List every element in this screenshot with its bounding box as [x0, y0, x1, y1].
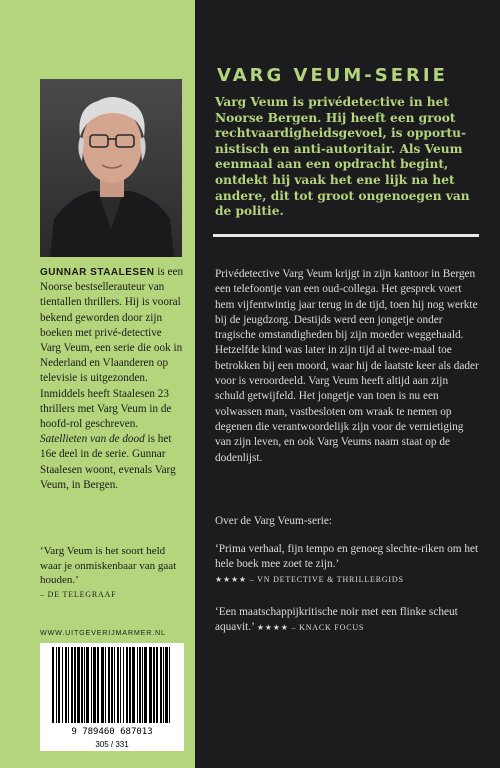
barcode-bar [105, 647, 106, 723]
review-source: – VN DETECTIVE & THRILLERGIDS [246, 574, 404, 584]
barcode-bar [126, 647, 128, 723]
barcode-bar [86, 647, 89, 723]
author-photo [40, 79, 182, 257]
author-name: GUNNAR STAALESEN [40, 267, 155, 278]
barcode-bar [163, 647, 164, 723]
back-quote-source: – DE TELEGRAAF [40, 589, 117, 599]
barcode-bar [91, 647, 92, 723]
book-description: Privédetective Varg Veum krijgt in zijn kantoor in Bergen een telefoontje van een oud-collega. Het gesprek voert hem vijfentwintig jaar terug in de tijd, toen hij nog werkte bij de jeugdzorg. Destijds werd een jongetje onder tragische omstandigheden bij zijn moeder weggehaald. Hetzelfde kind was later in zijn tijd al twee-maal toe betrokken bij een moord, waar hij de laatste keer als dader voor is veroordeeld. Varg Veum heeft altijd aan zijn schuld getwijfeld. Het jongetje van toen is nu een volwassen man, vastbesloten om wraak te nemen op degenen die verantwoordelijk zijn voor de vernietiging van zijn leven, en ook Varg Veums naam staat op de dodenlijst. [215, 268, 479, 464]
series-reviews-heading: Over de Varg Veum-serie: [215, 515, 333, 527]
isbn-digits: 9 789460 687013 [71, 727, 153, 737]
barcode-bar [81, 647, 83, 723]
isbn-barcode [40, 643, 184, 751]
barcode-bar [84, 647, 85, 723]
barcode-bar [71, 647, 73, 723]
barcode-bar [101, 647, 104, 723]
barcode-bar [65, 647, 67, 723]
review-quote-2 [215, 605, 480, 636]
barcode-bar [117, 647, 119, 723]
series-title: VARG VEUM-SERIE [217, 65, 448, 86]
barcode-bar [52, 647, 54, 723]
review-quote-text: ‘Prima verhaal, fijn tempo en genoeg slechte-riken om het hele boek mee zoet te zijn.’ [215, 543, 479, 570]
series-intro: Varg Veum is privédetective in het Noorse Bergen. Hij heeft een groot rechtvaardigheidsgevoel, is opportu-nistisch en anti-autoritair. Als Veum eenmaal aan een opdracht begint, ontdekt hij vaak het ene lijk na het andere, dit tot groot ongenoegen van de politie. [215, 95, 470, 219]
barcode-bar [139, 647, 141, 723]
barcode-bar [123, 647, 124, 723]
author-bio-part-1: is een Noorse bestsellerauteur van tientallen thrillers. Hij is vooral bekend geworden door zijn boeken met privé-detective Varg Veum, een serie die ook in Nederland en Vlaanderen op televisie is uitgezonden. Inmiddels heeft Staalesen 23 thrillers met Varg Veum in de hoofd-rol geschreven. [40, 266, 184, 431]
barcode-bar [129, 647, 131, 723]
barcode-bar [153, 647, 155, 723]
barcode-bar [97, 647, 99, 723]
review-stars: ★★★★ [215, 574, 247, 584]
barcode-bar [93, 647, 96, 723]
barcode-bar [144, 647, 147, 723]
barcode-bar [132, 647, 135, 723]
review-quote-1 [215, 542, 480, 587]
barcode-bar [62, 647, 63, 723]
review-quote-text: ‘Een maatschappijkritische noir met een flinke scheut aquavit.’ [215, 606, 458, 633]
barcode-bar [165, 647, 168, 723]
book-title: Satellieten van de dood [40, 433, 145, 446]
barcode-bar [74, 647, 76, 723]
back-quote [40, 544, 186, 602]
barcode-bar [137, 647, 138, 723]
barcode-bar [142, 647, 143, 723]
price-code: 305 / 331 [95, 740, 129, 749]
barcode-bar [120, 647, 121, 723]
barcode-bar [108, 647, 110, 723]
barcode-bar [160, 647, 162, 723]
barcode-bar [77, 647, 80, 723]
barcode-bar [111, 647, 113, 723]
barcode-bar [169, 647, 170, 723]
publisher-website: WWW.UITGEVERIJMARMER.NL [40, 628, 166, 637]
divider [213, 234, 479, 237]
author-bio [40, 265, 184, 493]
barcode-bar [149, 647, 152, 723]
back-quote-text: ‘Varg Veum is het soort held waar je onmiskenbaar van gaat houden.’ [40, 545, 177, 587]
barcode-bar [56, 647, 57, 723]
left-panel [0, 0, 195, 768]
review-stars: ★★★★ [256, 622, 289, 632]
author-bio-part-2: is het 16e deel in de serie. Gunnar Staalesen woont, evenals Varg Veum, in Bergen. [40, 433, 176, 491]
barcode-bar [156, 647, 158, 723]
barcode-bar [114, 647, 115, 723]
barcode-bar [58, 647, 60, 723]
review-source: – KNACK FOCUS [288, 622, 365, 632]
barcode-bar [68, 647, 69, 723]
